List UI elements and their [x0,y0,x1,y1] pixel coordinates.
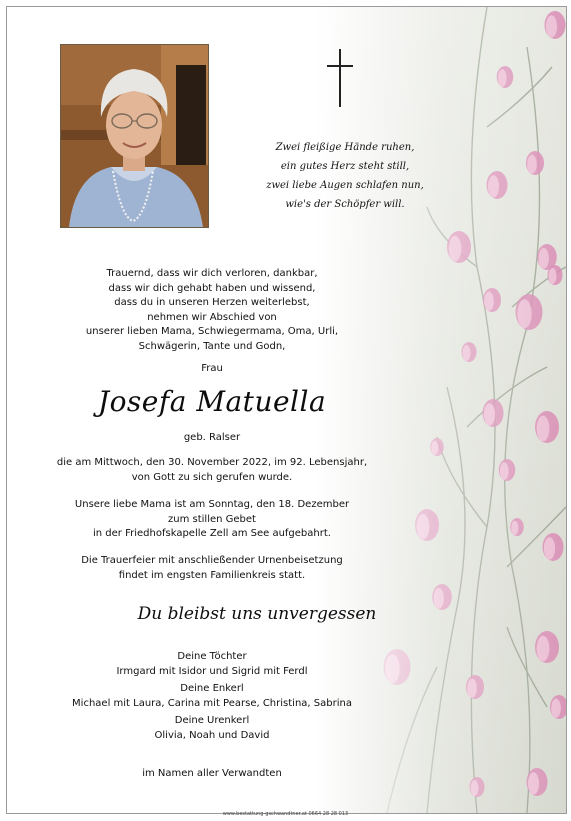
verse-line: zwei liebe Augen schlafen nun, [266,180,424,191]
grandchildren: Michael mit Laura, Carina mit Pearse, Christina, Sabrina [72,697,352,709]
maiden-name: geb. Ralser [183,432,241,443]
latin-cross-icon [327,49,353,107]
intro-text [7,267,417,355]
verse-line: ein gutes Herz steht still, [280,161,410,172]
intro-line: Schwägerin, Tante und Godn, [138,340,286,352]
deceased-name: Josefa Matuella [97,385,327,418]
death-notice-line: die am Mittwoch, den 30. November 2022, im 92. Lebensjahr, [56,457,368,468]
funeral-line: findet im engsten Familienkreis statt. [118,569,306,581]
death-notice-line: von Gott zu sich gerufen wurde. [131,471,293,483]
intro-line: Trauernd, dass wir dich verloren, dankbar, [106,268,318,279]
daughters: Irmgard mit Isidor und Sigrid mit Ferdl [116,665,308,677]
grandchildren-title: Deine Enkerl [180,683,244,695]
portrait-photo [60,44,209,228]
funeral-line: Die Trauerfeier mit anschließender Urnenbeisetzung [81,555,343,566]
daughters-title: Deine Töchter [177,651,247,662]
intro-line: dass du in unseren Herzen weiterlebst, [114,297,310,309]
obituary-card [6,6,567,814]
motto: Du bleibst uns unvergessen [137,604,377,624]
intro-line: dass wir dich gehabt haben und wissend, [108,282,316,294]
intro-line: unserer lieben Mama, Schwiegermama, Oma, Urli, [85,326,339,338]
viewing-line: in der Friedhofskapelle Zell am See aufgebahrt. [93,528,331,540]
footer-contact: www.bestattung-gschwandtner.at 0664 28 28 013 [222,811,349,817]
intro-line: nehmen wir Abschied von [147,311,277,323]
great-grandchildren-title: Deine Urenkerl [174,715,250,727]
viewing-line: Unsere liebe Mama ist am Sonntag, den 18. Dezember [74,499,350,510]
viewing-line: zum stillen Gebet [168,513,256,525]
death-notice [7,456,417,485]
salutation: Frau [201,363,223,374]
funeral-notice [7,554,417,583]
family-list [7,650,417,744]
verse-line: wie's der Schöpfer will. [285,199,405,210]
verse-line: Zwei fleißige Hände ruhen, [275,142,415,153]
great-grandchildren: Olivia, Noah und David [154,729,270,741]
memorial-verse [240,138,450,214]
viewing-notice [7,498,417,542]
closing-line: im Namen aller Verwandten [142,768,282,779]
